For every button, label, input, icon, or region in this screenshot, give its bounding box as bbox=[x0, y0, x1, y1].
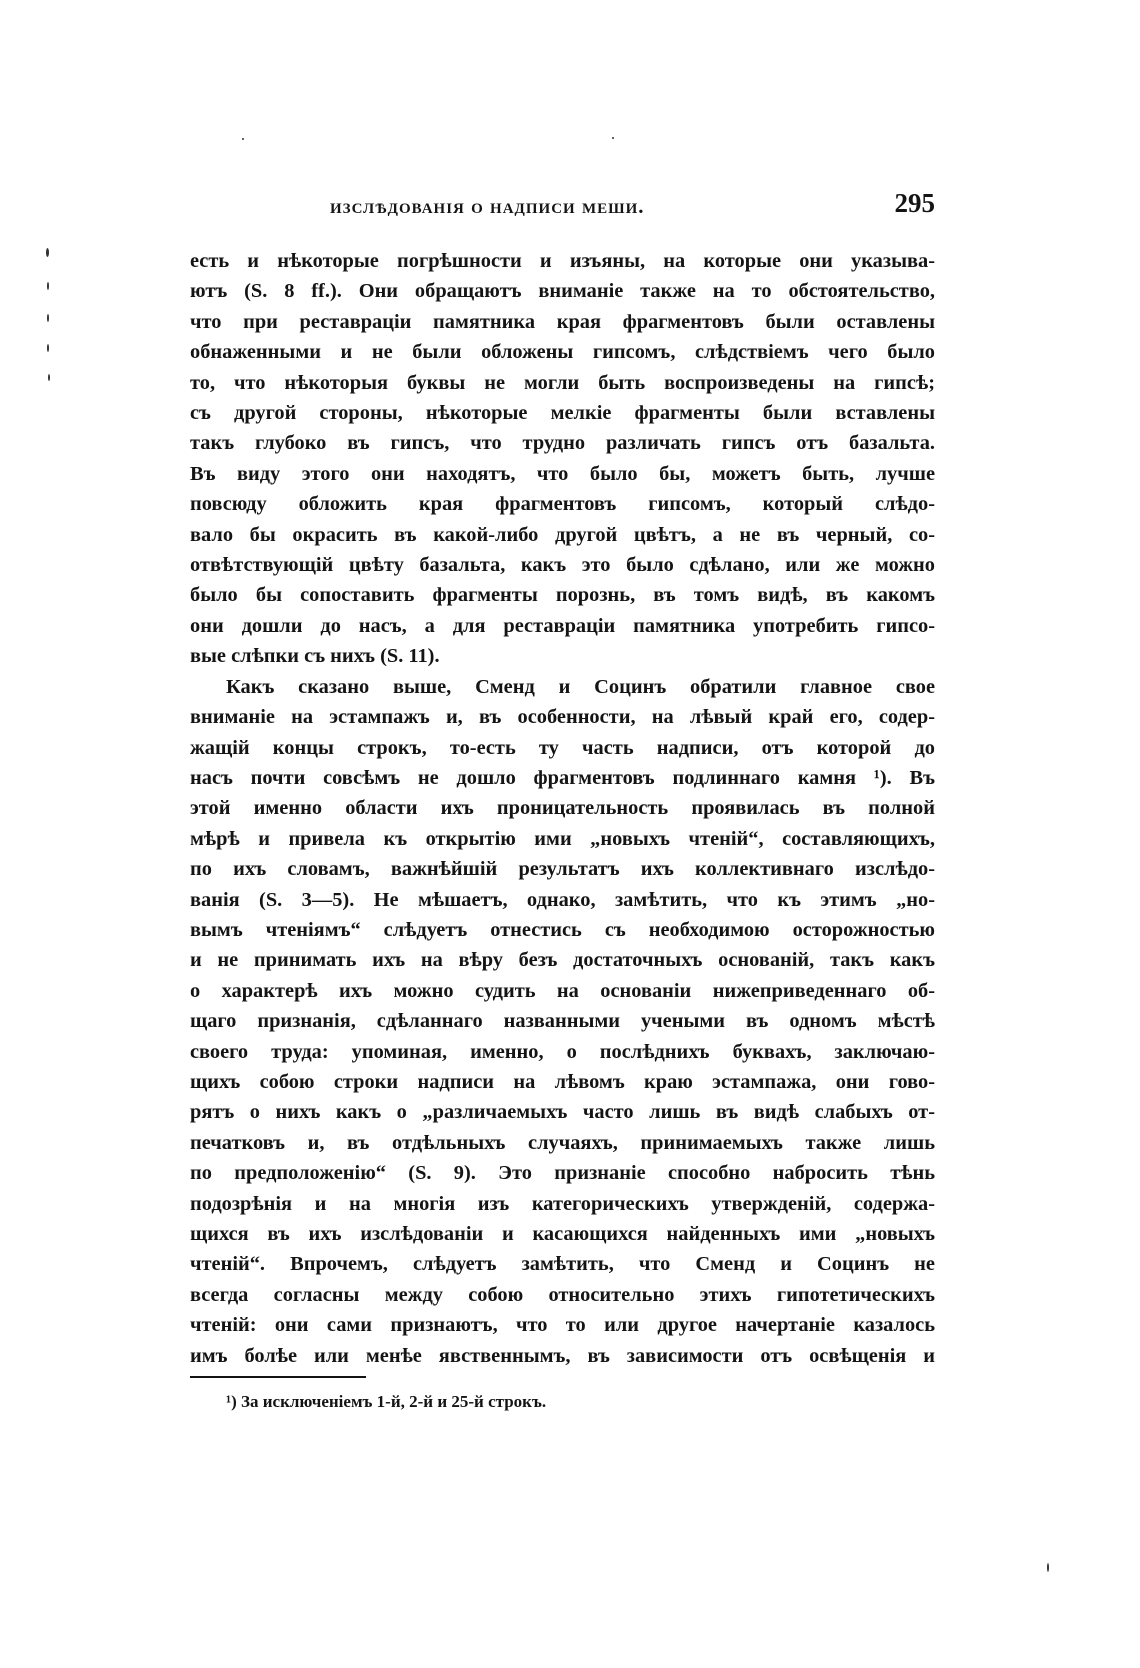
text-line: чтеній“. Впрочемъ, слѣдуетъ замѣтить, что Сменд и Социнъ не bbox=[190, 1253, 935, 1276]
text-line: по ихъ словамъ, важнѣйшій результатъ ихъ коллективнаго изслѣдо- bbox=[190, 858, 935, 881]
body-text bbox=[190, 246, 935, 1371]
scan-speck bbox=[47, 282, 49, 290]
text-line: что при реставраціи памятника края фрагментовъ были оставлены bbox=[190, 310, 935, 333]
footnote-divider bbox=[190, 1376, 366, 1378]
text-line: рятъ о нихъ какъ о „различаемыхъ часто лишь въ видѣ слабыхъ от- bbox=[190, 1101, 935, 1124]
text-line: вымъ чтеніямъ“ слѣдуетъ отнестись съ необходимою осторожностью bbox=[190, 918, 935, 941]
text-line: отвѣтствующій цвѣту базальта, какъ это было сдѣлано, или же можно bbox=[190, 554, 935, 577]
paragraph-end-line: вые слѣпки съ нихъ (S. 11). bbox=[190, 645, 440, 668]
text-line: насъ почти совсѣмъ не дошло фрагментовъ подлиннаго камня ¹). Въ bbox=[190, 766, 935, 789]
text-line: по предположенію“ (S. 9). Это признаніе способно набросить тѣнь bbox=[190, 1162, 935, 1185]
text-line: печатковъ и, въ отдѣльныхъ случаяхъ, принимаемыхъ также лишь bbox=[190, 1131, 935, 1154]
text-line: всегда согласны между собою относительно этихъ гипотетическихъ bbox=[190, 1283, 935, 1306]
scan-speck bbox=[1047, 1563, 1049, 1572]
text-line: щихъ собою строки надписи на лѣвомъ краю эстампажа, они гово- bbox=[190, 1070, 935, 1093]
scan-speck bbox=[48, 374, 50, 381]
text-line: ютъ (S. 8 ff.). Они обращаютъ вниманіе также на то обстоятельство, bbox=[190, 280, 935, 303]
text-line: такъ глубоко въ гипсъ, что трудно различать гипсъ отъ базальта. bbox=[190, 432, 935, 455]
text-line: мѣрѣ и привела къ открытію ими „новыхъ чтеній“, составляющихъ, bbox=[190, 827, 935, 850]
scan-speck bbox=[47, 314, 49, 322]
text-line: обнаженными и не были обложены гипсомъ, слѣдствіемъ чего было bbox=[190, 341, 935, 364]
text-line: подозрѣнія и на многія изъ категорическихъ утвержденій, содержа- bbox=[190, 1192, 935, 1215]
text-line: Въ виду этого они находятъ, что было бы, можетъ быть, лучше bbox=[190, 462, 935, 485]
scan-speck bbox=[242, 138, 244, 140]
scan-speck bbox=[612, 137, 614, 139]
text-line: было бы сопоставить фрагменты порознь, въ томъ видѣ, въ какомъ bbox=[190, 584, 935, 607]
text-line: вало бы окрасить въ какой-либо другой цвѣтъ, а не въ черный, со- bbox=[190, 523, 935, 546]
text-line: повсюду обложить края фрагментовъ гипсомъ, который слѣдо- bbox=[190, 493, 935, 516]
text-line: есть и нѣкоторые погрѣшности и изъяны, на которые они указыва- bbox=[190, 250, 935, 272]
page-header bbox=[190, 188, 935, 228]
text-line: о характерѣ ихъ можно судить на основаніи нижеприведеннаго об- bbox=[190, 979, 935, 1002]
scan-speck bbox=[47, 344, 49, 352]
paragraph-start-line: Какъ сказано выше, Сменд и Социнъ обратили главное свое bbox=[226, 675, 935, 698]
footnote: ¹) За исключеніемъ 1-й, 2-й и 25-й строкъ. bbox=[226, 1392, 547, 1411]
text-line: этой именно области ихъ проницательность проявилась въ полной bbox=[190, 797, 935, 820]
text-line: съ другой стороны, нѣкоторые мелкіе фрагменты были вставлены bbox=[190, 402, 935, 425]
text-line: то, что нѣкоторыя буквы не могли быть воспроизведены на гипсѣ; bbox=[190, 371, 935, 394]
text-line: имъ болѣе или менѣе явственнымъ, въ зависимости отъ освѣщенія и bbox=[190, 1344, 935, 1367]
text-line: и не принимать ихъ на вѣру безъ достаточныхъ основаній, такъ какъ bbox=[190, 949, 935, 972]
text-line: они дошли до насъ, а для реставраціи памятника употребить гипсо- bbox=[190, 614, 935, 637]
running-title: изслѣдованія о надписи меши. bbox=[330, 194, 645, 218]
text-line: своего труда: упоминая, именно, о послѣднихъ буквахъ, заключаю- bbox=[190, 1040, 935, 1063]
text-line: чтеній: они сами признаютъ, что то или другое начертаніе казалось bbox=[190, 1314, 935, 1337]
text-line: щаго признанія, сдѣланнаго названными учеными въ одномъ мѣстѣ bbox=[190, 1010, 935, 1033]
text-line: жащій концы строкъ, то-есть ту часть надписи, отъ которой до bbox=[190, 736, 935, 759]
text-line: вниманіе на эстампажъ и, въ особенности, на лѣвый край его, содер- bbox=[190, 706, 935, 729]
page-number: 295 bbox=[894, 188, 935, 218]
text-line: щихся въ ихъ изслѣдованіи и касающихся найденныхъ ими „новыхъ bbox=[190, 1223, 935, 1245]
scan-speck bbox=[46, 248, 49, 257]
text-line: ванія (S. 3—5). Не мѣшаетъ, однако, замѣтить, что къ этимъ „но- bbox=[190, 888, 935, 911]
